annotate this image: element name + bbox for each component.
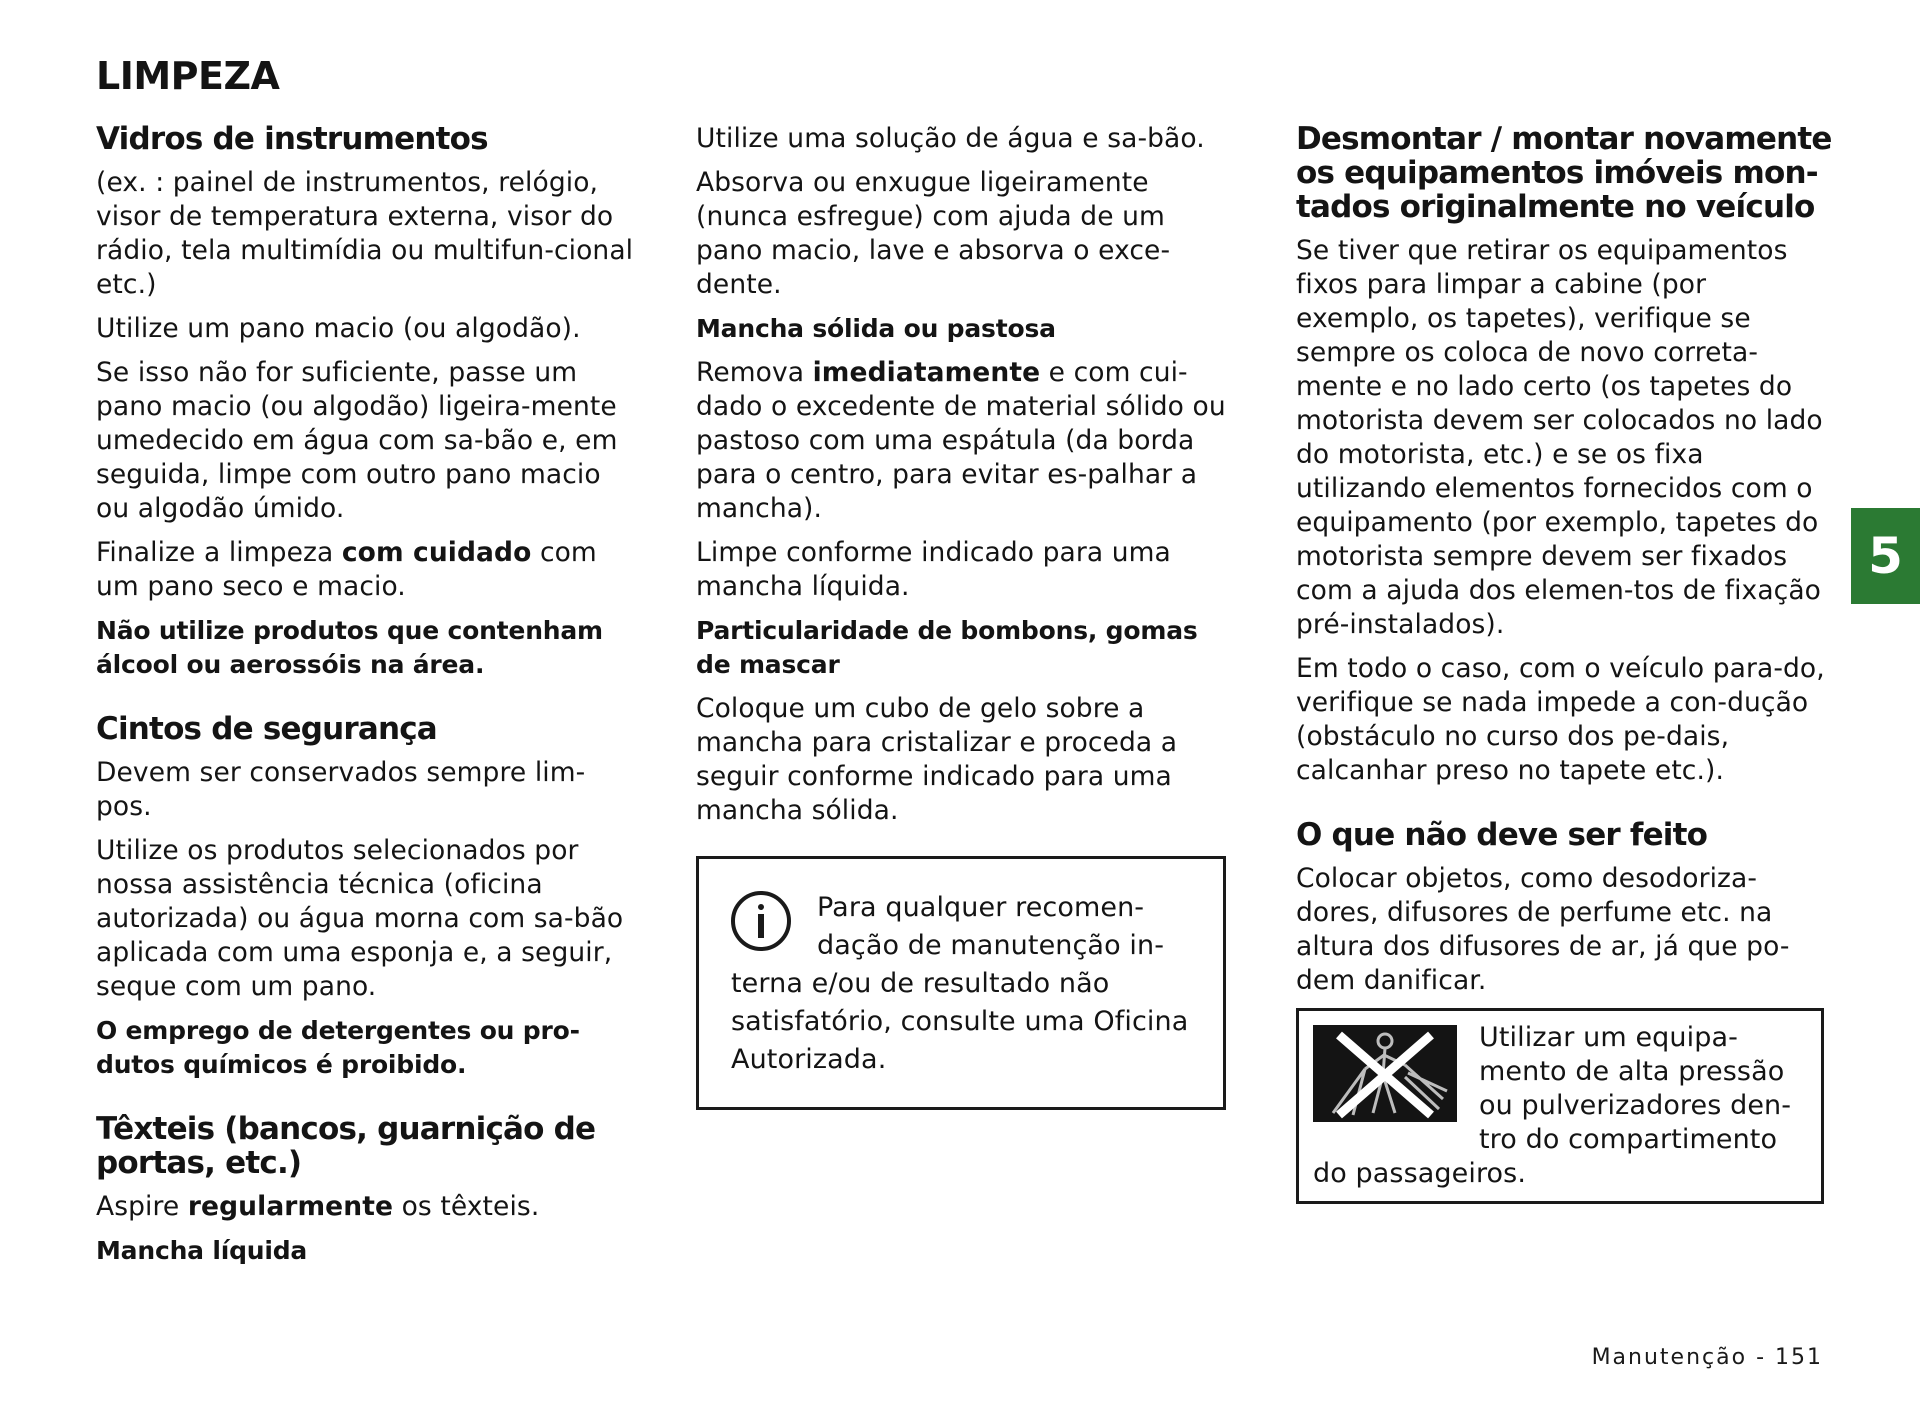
emphasis: regularmente — [187, 1191, 394, 1222]
no-pressure-washer-icon — [1313, 1025, 1457, 1122]
paragraph: Se isso não for suficiente, passe um pano macio (ou algodão) ligeira-mente umedecido em água com sa-bão e, em seguida, limpe com outro pano macio ou algodão úmido. — [96, 357, 618, 524]
warning-note: O emprego de detergentes ou pro-dutos químicos é proibido. — [96, 1016, 580, 1079]
paragraph — [96, 536, 636, 604]
paragraph: Devem ser conservados sempre lim-pos. — [96, 757, 586, 822]
notice-text: Para qualquer recomen-dação de manutenção in-terna e/ou de resultado não satisfatório, consulte uma Oficina Autorizada. — [731, 892, 1189, 1075]
paragraph: Utilize os produtos selecionados por nossa assistência técnica (oficina autorizada) ou água morna com sa-bão aplicada com uma esponja e, a seguir, seque com um pano. — [96, 835, 624, 1002]
text-run: Remova — [696, 357, 813, 388]
paragraph: Utilize uma solução de água e sa-bão. — [696, 123, 1205, 154]
page-footer: Manutenção - 151 — [1591, 1345, 1823, 1370]
heading-texteis: Têxteis (bancos, guarnição de portas, etc.) — [96, 1111, 596, 1181]
paragraph: Utilize um pano macio (ou algodão). — [96, 313, 581, 344]
text-run: com um pano seco e macio. — [96, 537, 597, 602]
warning-note: Não utilize produtos que contenham álcool ou aerossóis na área. — [96, 616, 603, 679]
page-title: LIMPEZA — [96, 54, 280, 98]
heading-desmontar: Desmontar / montar novamente os equipamentos imóveis mon-tados originalmente no veículo — [1296, 121, 1832, 225]
paragraph: Absorva ou enxugue ligeiramente (nunca esfregue) com ajuda de um pano macio, lave e absorva o exce-dente. — [696, 167, 1171, 300]
subheading-mancha-solida: Mancha sólida ou pastosa — [696, 314, 1056, 343]
subheading-bombons: Particularidade de bombons, gomas de mascar — [696, 616, 1198, 679]
column-1 — [96, 122, 636, 1278]
warning-box — [1296, 1008, 1824, 1204]
column-2 — [696, 122, 1236, 1110]
text-run: e com cui-dado o excedente de material sólido ou pastoso com uma espátula (da borda para o centro, para evitar es-palhar a mancha). — [696, 357, 1226, 524]
paragraph: Limpe conforme indicado para uma mancha líquida. — [696, 537, 1171, 602]
text-run: os têxteis. — [393, 1191, 540, 1222]
info-notice-box — [696, 856, 1226, 1110]
paragraph — [96, 1190, 636, 1224]
paragraph: Coloque um cubo de gelo sobre a mancha para cristalizar e proceda a seguir conforme indicado para uma mancha sólida. — [696, 693, 1178, 826]
paragraph: Se tiver que retirar os equipamentos fixos para limpar a cabine (por exemplo, os tapetes), verifique se sempre os coloca de novo correta-mente e no lado certo (os tapetes do motorista devem ser colocados no lado do motorista, etc.) e se os fixa utilizando elementos fornecidos com o equipamento (por exemplo, tapetes do motorista sempre devem ser fixados com a ajuda dos elemen-tos de fixação pré-instalados). — [1296, 235, 1823, 640]
subheading-mancha-liquida: Mancha líquida — [96, 1236, 308, 1265]
paragraph: (ex. : painel de instrumentos, relógio, visor de temperatura externa, visor do rádio, tela multimídia ou multifun-cional etc.) — [96, 167, 634, 300]
info-icon — [731, 891, 791, 951]
paragraph: Colocar objetos, como desodoriza-dores, difusores de perfume etc. na altura dos difusores de ar, já que po-dem danificar. — [1296, 863, 1790, 996]
warning-text: Utilizar um equipa-mento de alta pressão ou pulverizadores den-tro do compartimento do passageiros. — [1313, 1022, 1792, 1189]
paragraph: Em todo o caso, com o veículo para-do, verifique se nada impede a con-dução (obstáculo no curso dos pe-dais, calcanhar preso no tapete etc.). — [1296, 653, 1825, 786]
heading-cintos: Cintos de segurança — [96, 711, 437, 747]
column-3 — [1296, 122, 1836, 1204]
emphasis: com cuidado — [341, 537, 532, 568]
heading-vidros: Vidros de instrumentos — [96, 121, 488, 157]
heading-nao-deve: O que não deve ser feito — [1296, 817, 1708, 853]
chapter-tab: 5 — [1851, 508, 1920, 604]
text-run: Finalize a limpeza — [96, 537, 342, 568]
text-run: Aspire — [96, 1191, 188, 1222]
paragraph — [696, 356, 1236, 526]
emphasis: imediatamente — [812, 357, 1041, 388]
